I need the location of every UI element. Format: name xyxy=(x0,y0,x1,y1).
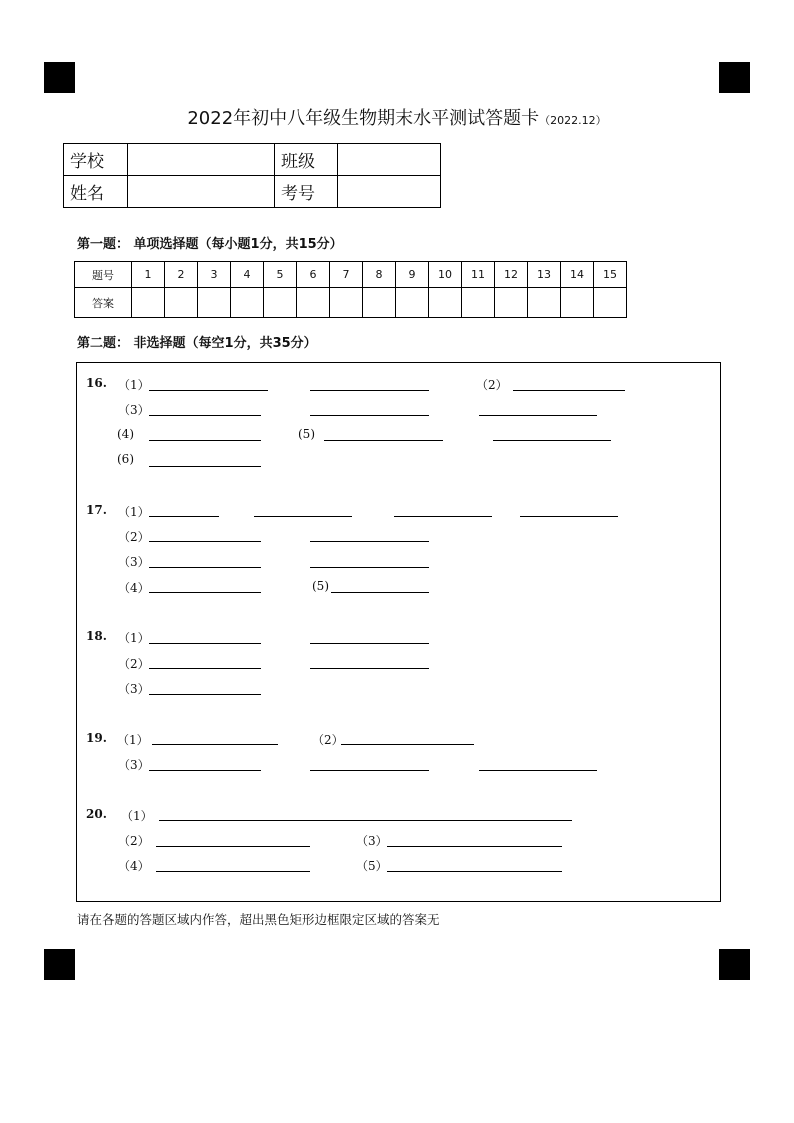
mc-answer-header: 答案 xyxy=(75,288,132,318)
multiple-choice-table xyxy=(74,261,627,318)
mc-answer-cell[interactable] xyxy=(495,288,528,318)
mc-number: 1 xyxy=(132,262,165,288)
q18-answer-line[interactable] xyxy=(149,643,261,644)
mc-number: 9 xyxy=(396,262,429,288)
q17-part5-label: (5) xyxy=(312,579,329,593)
mc-answer-cell[interactable] xyxy=(198,288,231,318)
class-label: 班级 xyxy=(275,144,338,176)
q19-part3-label: （3） xyxy=(118,758,150,772)
q20-answer-line[interactable] xyxy=(387,871,562,872)
class-field[interactable] xyxy=(338,144,441,176)
q16-part1-label: （1） xyxy=(118,378,150,392)
corner-mark-top-right xyxy=(719,62,750,93)
mc-answer-cell[interactable] xyxy=(132,288,165,318)
q16-part2-label: （2） xyxy=(476,378,508,392)
school-label: 学校 xyxy=(64,144,128,176)
mc-answer-cell[interactable] xyxy=(264,288,297,318)
q20-answer-line[interactable] xyxy=(156,871,310,872)
student-info-table xyxy=(63,143,441,208)
mc-number-header: 题号 xyxy=(75,262,132,288)
mc-number: 10 xyxy=(429,262,462,288)
mc-answer-cell[interactable] xyxy=(396,288,429,318)
mc-answer-cell[interactable] xyxy=(297,288,330,318)
title-text: 2022年初中八年级生物期末水平测试答题卡 xyxy=(187,108,540,129)
q17-answer-line[interactable] xyxy=(254,516,352,517)
q20-part4-label: （4） xyxy=(118,859,150,873)
answer-area-note: 请在各题的答题区域内作答，超出黑色矩形边框限定区域的答案无 xyxy=(77,912,440,927)
question-17-number: 17. xyxy=(86,503,107,517)
q16-answer-line[interactable] xyxy=(310,390,429,391)
mc-answer-cell[interactable] xyxy=(528,288,561,318)
q19-answer-line[interactable] xyxy=(152,744,278,745)
mc-answer-cell[interactable] xyxy=(165,288,198,318)
q16-answer-line[interactable] xyxy=(479,415,597,416)
q18-part2-label: （2） xyxy=(118,657,150,671)
q20-part3-label: （3） xyxy=(356,834,388,848)
question-18-number: 18. xyxy=(86,629,107,643)
q16-answer-line[interactable] xyxy=(513,390,625,391)
q20-part5-label: （5） xyxy=(356,859,388,873)
q18-answer-line[interactable] xyxy=(149,694,261,695)
q19-answer-line[interactable] xyxy=(341,744,474,745)
q17-part4-label: （4） xyxy=(118,581,150,595)
title-date: （2022.12） xyxy=(539,114,607,127)
q18-answer-line[interactable] xyxy=(310,643,429,644)
mc-answer-cell[interactable] xyxy=(363,288,396,318)
q17-answer-line[interactable] xyxy=(394,516,492,517)
mc-answer-cell[interactable] xyxy=(231,288,264,318)
q16-part4-label: (4) xyxy=(117,427,134,441)
q18-part3-label: （3） xyxy=(118,682,150,696)
mc-answer-cell[interactable] xyxy=(330,288,363,318)
question-19-number: 19. xyxy=(86,731,107,745)
q19-part1-label: （1） xyxy=(117,733,149,747)
page-title xyxy=(0,104,794,130)
mc-number: 2 xyxy=(165,262,198,288)
q20-part1-label: （1） xyxy=(121,809,153,823)
name-label: 姓名 xyxy=(64,176,128,208)
q20-answer-line[interactable] xyxy=(159,820,572,821)
q17-answer-line[interactable] xyxy=(520,516,618,517)
q16-answer-line[interactable] xyxy=(149,440,261,441)
q19-part2-label: （2） xyxy=(312,733,344,747)
mc-answer-cell[interactable] xyxy=(594,288,627,318)
corner-mark-bottom-left xyxy=(44,949,75,980)
q19-answer-line[interactable] xyxy=(479,770,597,771)
mc-number: 8 xyxy=(363,262,396,288)
exam-no-field[interactable] xyxy=(338,176,441,208)
q16-answer-line[interactable] xyxy=(149,390,268,391)
q16-answer-line[interactable] xyxy=(310,415,429,416)
school-field[interactable] xyxy=(128,144,275,176)
q17-part2-label: （2） xyxy=(118,530,150,544)
mc-number: 12 xyxy=(495,262,528,288)
q16-answer-line[interactable] xyxy=(149,466,261,467)
mc-number: 4 xyxy=(231,262,264,288)
section1-heading: 第一题： 单项选择题（每小题1分，共15分） xyxy=(77,237,343,252)
mc-number: 14 xyxy=(561,262,594,288)
q17-answer-line[interactable] xyxy=(149,592,261,593)
mc-answer-cell[interactable] xyxy=(429,288,462,318)
q20-answer-line[interactable] xyxy=(387,846,562,847)
q19-answer-line[interactable] xyxy=(310,770,429,771)
q16-part5-label: (5) xyxy=(298,427,315,441)
q18-part1-label: （1） xyxy=(118,631,150,645)
q16-answer-line[interactable] xyxy=(324,440,443,441)
mc-answer-cell[interactable] xyxy=(462,288,495,318)
corner-mark-top-left xyxy=(44,62,75,93)
q16-answer-line[interactable] xyxy=(149,415,261,416)
mc-number: 11 xyxy=(462,262,495,288)
q17-answer-line[interactable] xyxy=(149,541,261,542)
q18-answer-line[interactable] xyxy=(149,668,261,669)
q16-answer-line[interactable] xyxy=(493,440,611,441)
q17-answer-line[interactable] xyxy=(149,516,219,517)
q19-answer-line[interactable] xyxy=(149,770,261,771)
q20-part2-label: （2） xyxy=(118,834,150,848)
q17-answer-line[interactable] xyxy=(331,592,429,593)
q16-part6-label: (6) xyxy=(117,452,134,466)
q17-part3-label: （3） xyxy=(118,555,150,569)
corner-mark-bottom-right xyxy=(719,949,750,980)
section2-heading: 第二题： 非选择题（每空1分，共35分） xyxy=(77,336,317,351)
mc-answer-row xyxy=(75,288,627,318)
q17-answer-line[interactable] xyxy=(310,567,429,568)
mc-number: 3 xyxy=(198,262,231,288)
mc-number-row xyxy=(75,262,627,288)
q17-answer-line[interactable] xyxy=(149,567,261,568)
mc-number: 15 xyxy=(594,262,627,288)
mc-number: 7 xyxy=(330,262,363,288)
q17-answer-line[interactable] xyxy=(310,541,429,542)
question-16-number: 16. xyxy=(86,376,107,390)
mc-number: 5 xyxy=(264,262,297,288)
question-20-number: 20. xyxy=(86,807,107,821)
q16-part3-label: （3） xyxy=(118,403,150,417)
answer-area-box xyxy=(76,362,721,902)
exam-no-label: 考号 xyxy=(275,176,338,208)
q17-part1-label: （1） xyxy=(118,505,150,519)
mc-number: 6 xyxy=(297,262,330,288)
mc-answer-cell[interactable] xyxy=(561,288,594,318)
q20-answer-line[interactable] xyxy=(156,846,310,847)
mc-number: 13 xyxy=(528,262,561,288)
q18-answer-line[interactable] xyxy=(310,668,429,669)
name-field[interactable] xyxy=(128,176,275,208)
